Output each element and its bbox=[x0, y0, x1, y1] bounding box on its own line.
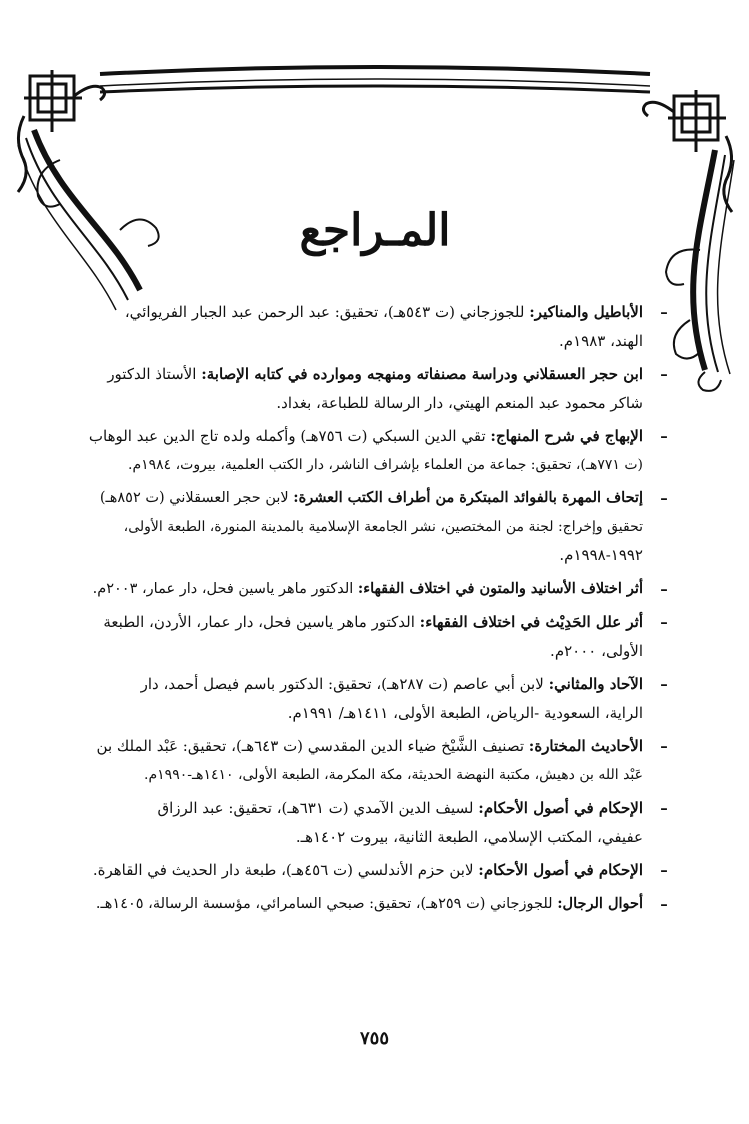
references-list bbox=[88, 298, 668, 923]
reference-entry bbox=[88, 732, 668, 789]
reference-entry bbox=[88, 298, 668, 355]
entry-text: الهند، ١٩٨٣م. bbox=[559, 331, 643, 350]
entry-text: الأولى، ٢٠٠٠م. bbox=[550, 641, 643, 660]
entry-text: لسيف الدين الآمدي (ت ٦٣١هـ)، تحقيق: عبد الرزاق bbox=[157, 799, 474, 817]
entry-text: الدكتور ماهر ياسين فحل، دار عمار، ٢٠٠٣م. bbox=[92, 580, 354, 597]
entry-title: الإحكام في أصول الأحكام: bbox=[478, 799, 643, 817]
entry-text: للجوزجاني (ت ٢٥٩هـ)، تحقيق: صبحي السامرائي، مؤسسة الرسالة، ١٤٠٥هـ. bbox=[95, 895, 553, 912]
entry-title: الإبهاج في شرح المنهاج: bbox=[490, 427, 643, 445]
entry-line bbox=[88, 298, 643, 327]
entry-dash: – bbox=[660, 799, 668, 817]
entry-dash: – bbox=[660, 861, 668, 879]
reference-entry bbox=[88, 422, 668, 479]
reference-entry bbox=[88, 794, 668, 851]
entry-line bbox=[88, 732, 643, 761]
entry-dash: – bbox=[660, 894, 668, 913]
entry-text: لابن أبي عاصم (ت ٢٨٧هـ)، تحقيق: الدكتور باسم فيصل أحمد، دار bbox=[140, 675, 544, 693]
entry-text: عَبْد الله بن دهيش، مكتبة النهضة الحديثة، مكة المكرمة، الطبعة الأولى، ١٤١٠هـ-١٩٩٠م. bbox=[144, 766, 643, 783]
page-number: ٧٥٥ bbox=[359, 1028, 389, 1049]
reference-entry bbox=[88, 608, 668, 665]
entry-line bbox=[88, 422, 643, 451]
entry-text: تصنيف الشَّيْخ ضياء الدين المقدسي (ت ٦٤٣هـ)، تحقيق: عَبْد الملك بن bbox=[96, 737, 525, 755]
entry-text: لابن حزم الأندلسي (ت ٤٥٦هـ)، طبعة دار الحديث في القاهرة. bbox=[92, 861, 474, 879]
entry-line bbox=[88, 794, 643, 823]
entry-title: الأباطيل والمناكير: bbox=[529, 303, 643, 321]
reference-entry bbox=[88, 575, 668, 604]
entry-line bbox=[88, 484, 643, 513]
entry-line bbox=[88, 360, 643, 389]
reference-entry bbox=[88, 360, 668, 417]
entry-dash: – bbox=[660, 365, 668, 383]
entry-text: (ت ٧٧١هـ)، تحقيق: جماعة من العلماء بإشراف الناشر، دار الكتب العلمية، بيروت، ١٩٨٤م. bbox=[128, 456, 643, 473]
entry-dash: – bbox=[660, 579, 668, 598]
entry-line bbox=[88, 670, 643, 699]
reference-entry bbox=[88, 856, 668, 885]
entry-text: ١٩٩٢-١٩٩٨م. bbox=[559, 546, 643, 564]
entry-line bbox=[88, 856, 643, 885]
entry-title: أحوال الرجال: bbox=[557, 894, 643, 912]
entry-text: تحقيق وإخراج: لجنة من المختصين، نشر الجامعة الإسلامية بالمدينة المنورة، الطبعة الأولى، bbox=[123, 518, 643, 535]
entry-dash: – bbox=[660, 613, 668, 631]
entry-text: عفيفي، المكتب الإسلامي، الطبعة الثانية، بيروت ١٤٠٢هـ. bbox=[295, 827, 643, 846]
entry-line bbox=[88, 575, 643, 604]
entry-title: الإحكام في أصول الأحكام: bbox=[478, 861, 643, 879]
frame-top-border bbox=[100, 67, 650, 92]
entry-line bbox=[88, 608, 643, 637]
entry-title: الأحاديث المختارة: bbox=[528, 737, 643, 755]
entry-dash: – bbox=[660, 737, 668, 755]
entry-dash: – bbox=[660, 427, 668, 445]
entry-text: تقي الدين السبكي (ت ٧٥٦هـ) وأكمله ولده تاج الدين عبد الوهاب bbox=[88, 427, 486, 445]
entry-title: ابن حجر العسقلاني ودراسة مصنفاته ومنهجه وموارده في كتابه الإصابة: bbox=[201, 365, 643, 383]
entry-dash: – bbox=[660, 675, 668, 693]
left-side-scroll bbox=[18, 130, 159, 310]
reference-entry bbox=[88, 484, 668, 570]
entry-text: لابن حجر العسقلاني (ت ٨٥٢هـ) bbox=[99, 490, 289, 506]
entry-text: شاكر محمود عبد المنعم الهيتي، دار الرسالة للطباعة، بغداد. bbox=[276, 393, 643, 412]
entry-text: الأستاذ الدكتور bbox=[107, 365, 197, 383]
entry-text: الدكتور ماهر ياسين فحل، دار عمار، الأردن، الطبعة bbox=[103, 613, 415, 631]
entry-line bbox=[88, 890, 643, 919]
left-corner-ornament bbox=[18, 70, 105, 192]
entry-text: الراية، السعودية -الرياض، الطبعة الأولى، ١٤١١هـ/ ١٩٩١م. bbox=[287, 703, 643, 722]
entry-title: أثر اختلاف الأسانيد والمتون في اختلاف الفقهاء: bbox=[357, 579, 643, 597]
entry-dash: – bbox=[660, 303, 668, 321]
reference-entry bbox=[88, 670, 668, 727]
entry-dash: – bbox=[660, 489, 668, 507]
entry-text: للجوزجاني (ت ٥٤٣هـ)، تحقيق: عبد الرحمن عبد الجبار الفريوائي، bbox=[124, 303, 525, 321]
page-title: المـراجع bbox=[299, 205, 451, 256]
entry-title: أثر علل الحَدِيْث في اختلاف الفقهاء: bbox=[419, 613, 643, 631]
entry-title: إتحاف المهرة بالفوائد المبتكرة من أطراف الكتب العشرة: bbox=[293, 489, 643, 506]
entry-title: الآحاد والمثاني: bbox=[548, 675, 643, 693]
reference-entry bbox=[88, 890, 668, 919]
